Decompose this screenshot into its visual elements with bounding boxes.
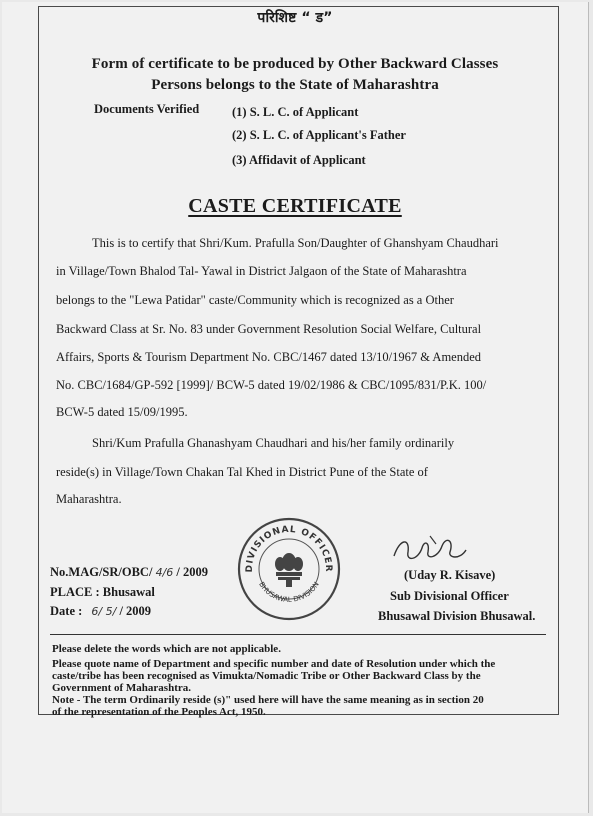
body-line-1: This is to certify that Shri/Kum. Prafulla Son/Daughter of Ghanshyam Chaudhari [92,236,499,250]
body-line-7: BCW-5 dated 15/09/1995. [56,405,188,419]
body-line-8: Shri/Kum Prafulla Ghanashyam Chaudhari and his/her family ordinarily [92,436,455,450]
body-line-2: in Village/Town Bhalod Tal- Yawal in District Jalgaon of the State of Maharashtra [56,264,467,278]
reference-number-label: No.MAG/SR/OBC/ [50,565,153,579]
signatory-name: (Uday R. Kisave) [404,568,496,582]
signatory-designation: Sub Divisional Officer [390,589,509,603]
reference-number-year: / 2009 [176,565,208,579]
date-line [50,604,151,619]
body-line-4: Backward Class at Sr. No. 83 under Government Resolution Social Welfare, Cultural [56,322,482,336]
body-line-9: reside(s) in Village/Town Chakan Tal Khed in District Pune of the State of [56,465,428,479]
body-line-5: Affairs, Sports & Tourism Department No. CBC/1467 dated 13/10/1967 & Amended [56,350,482,364]
footer-separator [50,634,546,635]
document-item-2: (2) S. L. C. of Applicant's Father [232,128,406,142]
place-line [50,585,155,600]
date-value: 6/ 5/ [91,605,117,618]
footnote-5: Note - The term Ordinarily reside (s)" used here will have the same meaning as in section 20 [52,694,484,706]
signatory-division: Bhusawal Division Bhusawal. [378,609,536,623]
emblem-icon [275,553,303,587]
footnote-1: Please delete the words which are not applicable. [52,643,281,655]
body-line-6: No. CBC/1684/GP-592 [1999]/ BCW-5 dated 19/02/1986 & CBC/1095/831/P.K. 100/ [56,378,487,392]
appendix-label: परिशिष्ट “ ड” [257,10,333,26]
body-line-3: belongs to the "Lewa Patidar" caste/Community which is recognized as a Other [56,293,454,307]
documents-verified-label: Documents Verified [94,102,200,116]
document-item-3: (3) Affidavit of Applicant [232,153,366,167]
official-seal [234,514,344,624]
footnote-2: Please quote name of Department and specific number and date of Resolution under which the [52,658,496,670]
seal-bottom-text: BHUSAWAL DIVISION [257,580,321,604]
form-title-line2: Persons belongs to the State of Maharashtra [151,77,439,93]
body-line-10: Maharashtra. [56,492,122,506]
footnote-3: caste/tribe has been recognised as Vimukta/Nomadic Tribe or Other Backward Class by the [52,670,481,682]
date-label: Date : [50,604,83,618]
form-title-line1: Form of certificate to be produced by Other Backward Classes [91,56,499,72]
place-label: PLACE : [50,585,100,599]
certificate-title: CASTE CERTIFICATE [188,195,402,217]
footnote-4: Government of Maharashtra. [52,682,192,694]
reference-number [50,565,208,580]
certificate-page [2,2,589,813]
footnote-6: of the representation of the Peoples Act, 1950. [52,706,266,718]
date-year: / 2009 [119,604,152,618]
signature [390,530,470,570]
document-item-1: (1) S. L. C. of Applicant [232,105,359,119]
reference-number-value: 4/6 [155,566,174,579]
place-value: Bhusawal [102,585,155,599]
seal-top-text: DIVISIONAL OFFICER [244,524,334,573]
